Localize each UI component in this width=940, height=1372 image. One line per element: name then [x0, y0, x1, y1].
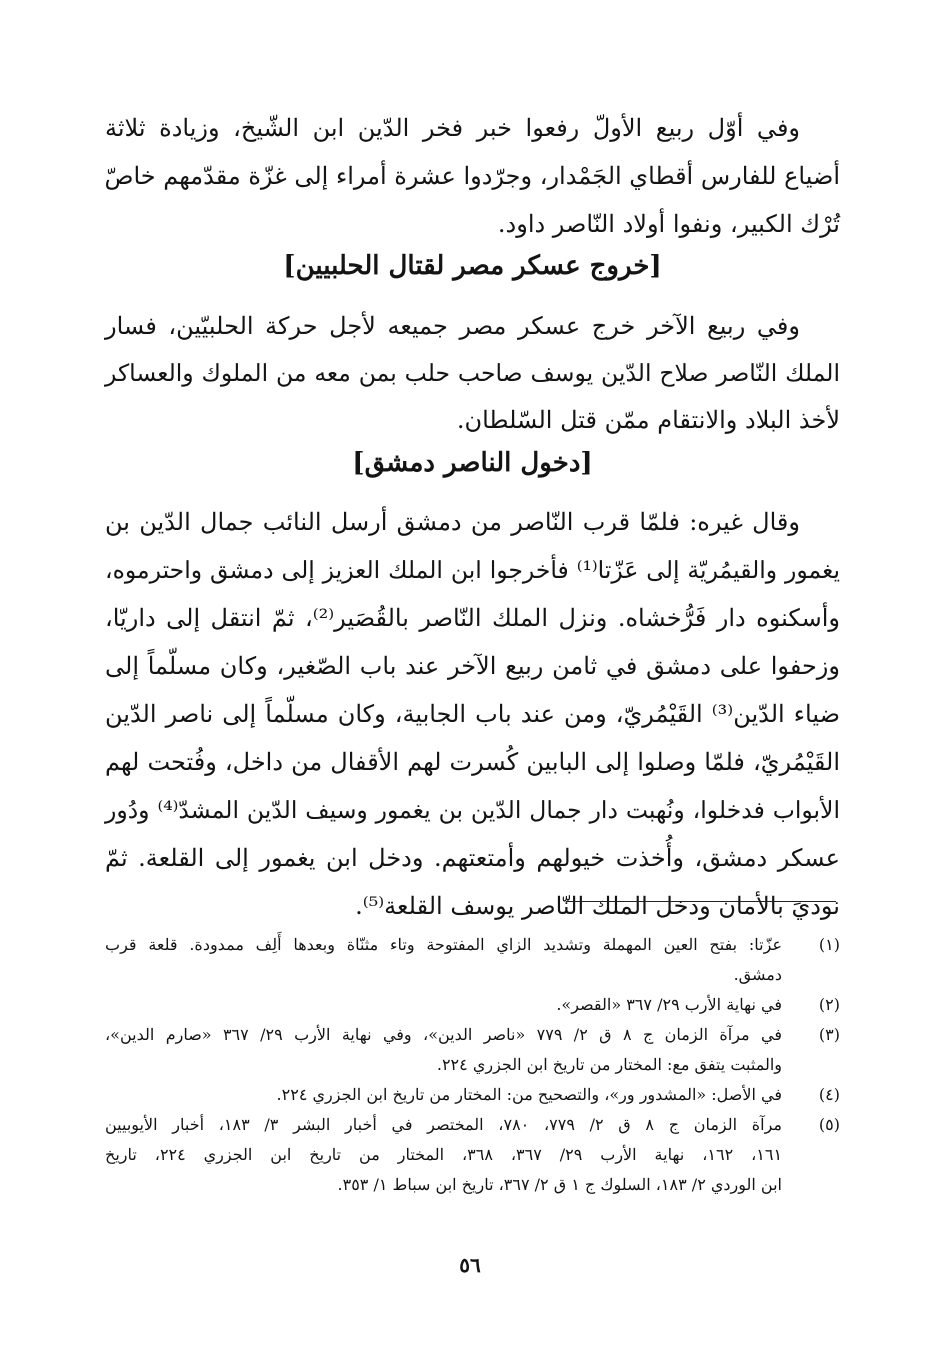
- footnote-number: (١): [818, 935, 840, 954]
- text-line: تُرْك الكبير، ونفوا أولاد النّاصر داود.: [497, 210, 840, 238]
- footnote-line: ١٦١، ١٦٢، نهاية الأرب ٢٩/ ٣٦٧، ٣٦٨، المختار من تاريخ ابن الجزري ٢٢٤، تاريخ: [105, 1145, 783, 1164]
- text-line: وفي أوّل ربيع الأولّ رفعوا خبر فخر الدّين ابن الشّيخ، وزيادة ثلاثة: [105, 114, 801, 142]
- footnote-number: (٣): [818, 1025, 840, 1044]
- section-heading-2: [دخول الناصر دمشق]: [352, 448, 593, 478]
- footnote-text: [105, 990, 782, 1020]
- footnote-line: في مرآة الزمان ج ٨ ق ٢/ ٧٧٩ «ناصر الدين»، وفي نهاية الأرب ٢٩/ ٣٦٧ «صارم الدين»،: [105, 1025, 782, 1044]
- footnotes: [105, 930, 840, 1200]
- text-line: وقال غيره: فلمّا قرب النّاصر من دمشق أرسل النائب جمال الدّين بن: [105, 508, 800, 536]
- footnote-text: [105, 1020, 782, 1080]
- footnote-line: مرآة الزمان ج ٨ ق ٢/ ٧٧٩، ٧٨٠، المختصر في أخبار البشر ٣/ ١٨٣، أخبار الأيوبيين: [105, 1115, 782, 1134]
- text-line: ضياء الدّين⁽³⁾ القَيْمُريّ، ومن عند باب الجابية، وكان مسلّماً إلى ناصر الدّين: [105, 700, 840, 728]
- text-line: وأسكنوه دار فَرُّخشاه. ونزل الملك النّاصر بالقُصَير⁽²⁾، ثمّ انتقل إلى داريّا،: [105, 604, 840, 632]
- footnote-line: ابن الوردي ٢/ ١٨٣، السلوك ج ١ ق ٢/ ٣٦٧، تاريخ ابن سباط ١/ ٣٥٣.: [337, 1175, 782, 1194]
- footnote-line: في الأصل: «المشدور ور»، والتصحيح من: المختار من تاريخ ابن الجزري ٢٢٤.: [276, 1085, 782, 1104]
- footnote-line: عزّتا: بفتح العين المهملة وتشديد الزاي المفتوحة وتاء مثنّاة وبعدها أَلِف ممدودة. قلعة قرب: [105, 935, 783, 954]
- footnote-text: [105, 930, 782, 990]
- footnote-number: (٥): [818, 1115, 840, 1134]
- footnote-number: (٢): [818, 995, 840, 1014]
- text-line: الملك النّاصر صلاح الدّين يوسف صاحب حلب بمن معه من الملوك والعساكر: [105, 359, 840, 387]
- footnote-number: (٤): [818, 1085, 840, 1104]
- text-line: القَيْمُريّ، فلمّا وصلوا إلى البابين كُسرت لهم الأقفال من داخل، وفُتحت لهم: [105, 748, 840, 776]
- footnote-1: [105, 930, 840, 990]
- footnote-2: [105, 990, 840, 1020]
- text-line: عسكر دمشق، وأُخذت خيولهم وأمتعتهم. ودخل ابن يغمور إلى القلعة. ثمّ: [105, 844, 840, 872]
- footnote-line: والمثبت يتفق مع: المختار من تاريخ ابن الجزري ٢٢٤.: [436, 1055, 782, 1074]
- text-line: وزحفوا على دمشق في ثامن ربيع الآخر عند باب الصّغير، وكان مسلّماً إلى: [105, 652, 840, 680]
- footnote-line: في نهاية الأرب ٢٩/ ٣٦٧ «القصر».: [556, 995, 782, 1014]
- footnote-5: [105, 1110, 840, 1200]
- paragraph-2: [105, 303, 840, 444]
- text-line: نوديَ بالأمان ودخل الملك النّاصر يوسف القلعة⁽⁵⁾.: [355, 892, 840, 920]
- footnote-text: [105, 1110, 782, 1200]
- text-line: يغمور والقيمُريّة إلى عَزّتا⁽¹⁾ فأخرجوا ابن الملك العزيز إلى دمشق واحترموه،: [105, 556, 840, 584]
- text-line: لأخذ البلاد والانتقام ممّن قتل السّلطان.: [456, 406, 840, 434]
- footnote-3: [105, 1020, 840, 1080]
- section-heading-1: [خروج عسكر مصر لقتال الحلبيين]: [283, 251, 662, 281]
- text-line: وفي ربيع الآخر خرج عسكر مصر جميعه لأجل حركة الحلبيّين، فسار: [105, 312, 800, 340]
- paragraph-1: [105, 104, 840, 248]
- footnote-4: [105, 1080, 840, 1110]
- footnote-line: دمشق.: [733, 965, 782, 984]
- footnote-divider: [566, 901, 836, 902]
- text-line: الأبواب فدخلوا، ونُهبت دار جمال الدّين بن يغمور وسيف الدّين المشدّ⁽⁴⁾ ودُور: [105, 796, 840, 824]
- footnote-text: [105, 1080, 782, 1110]
- page-number: ٥٦: [459, 1253, 481, 1277]
- text-line: أضياع للفارس أقطاي الجَمْدار، وجرّدوا عشرة أمراء إلى غزّة مقدّمهم خاصّ: [104, 162, 840, 190]
- paragraph-3: [105, 498, 840, 930]
